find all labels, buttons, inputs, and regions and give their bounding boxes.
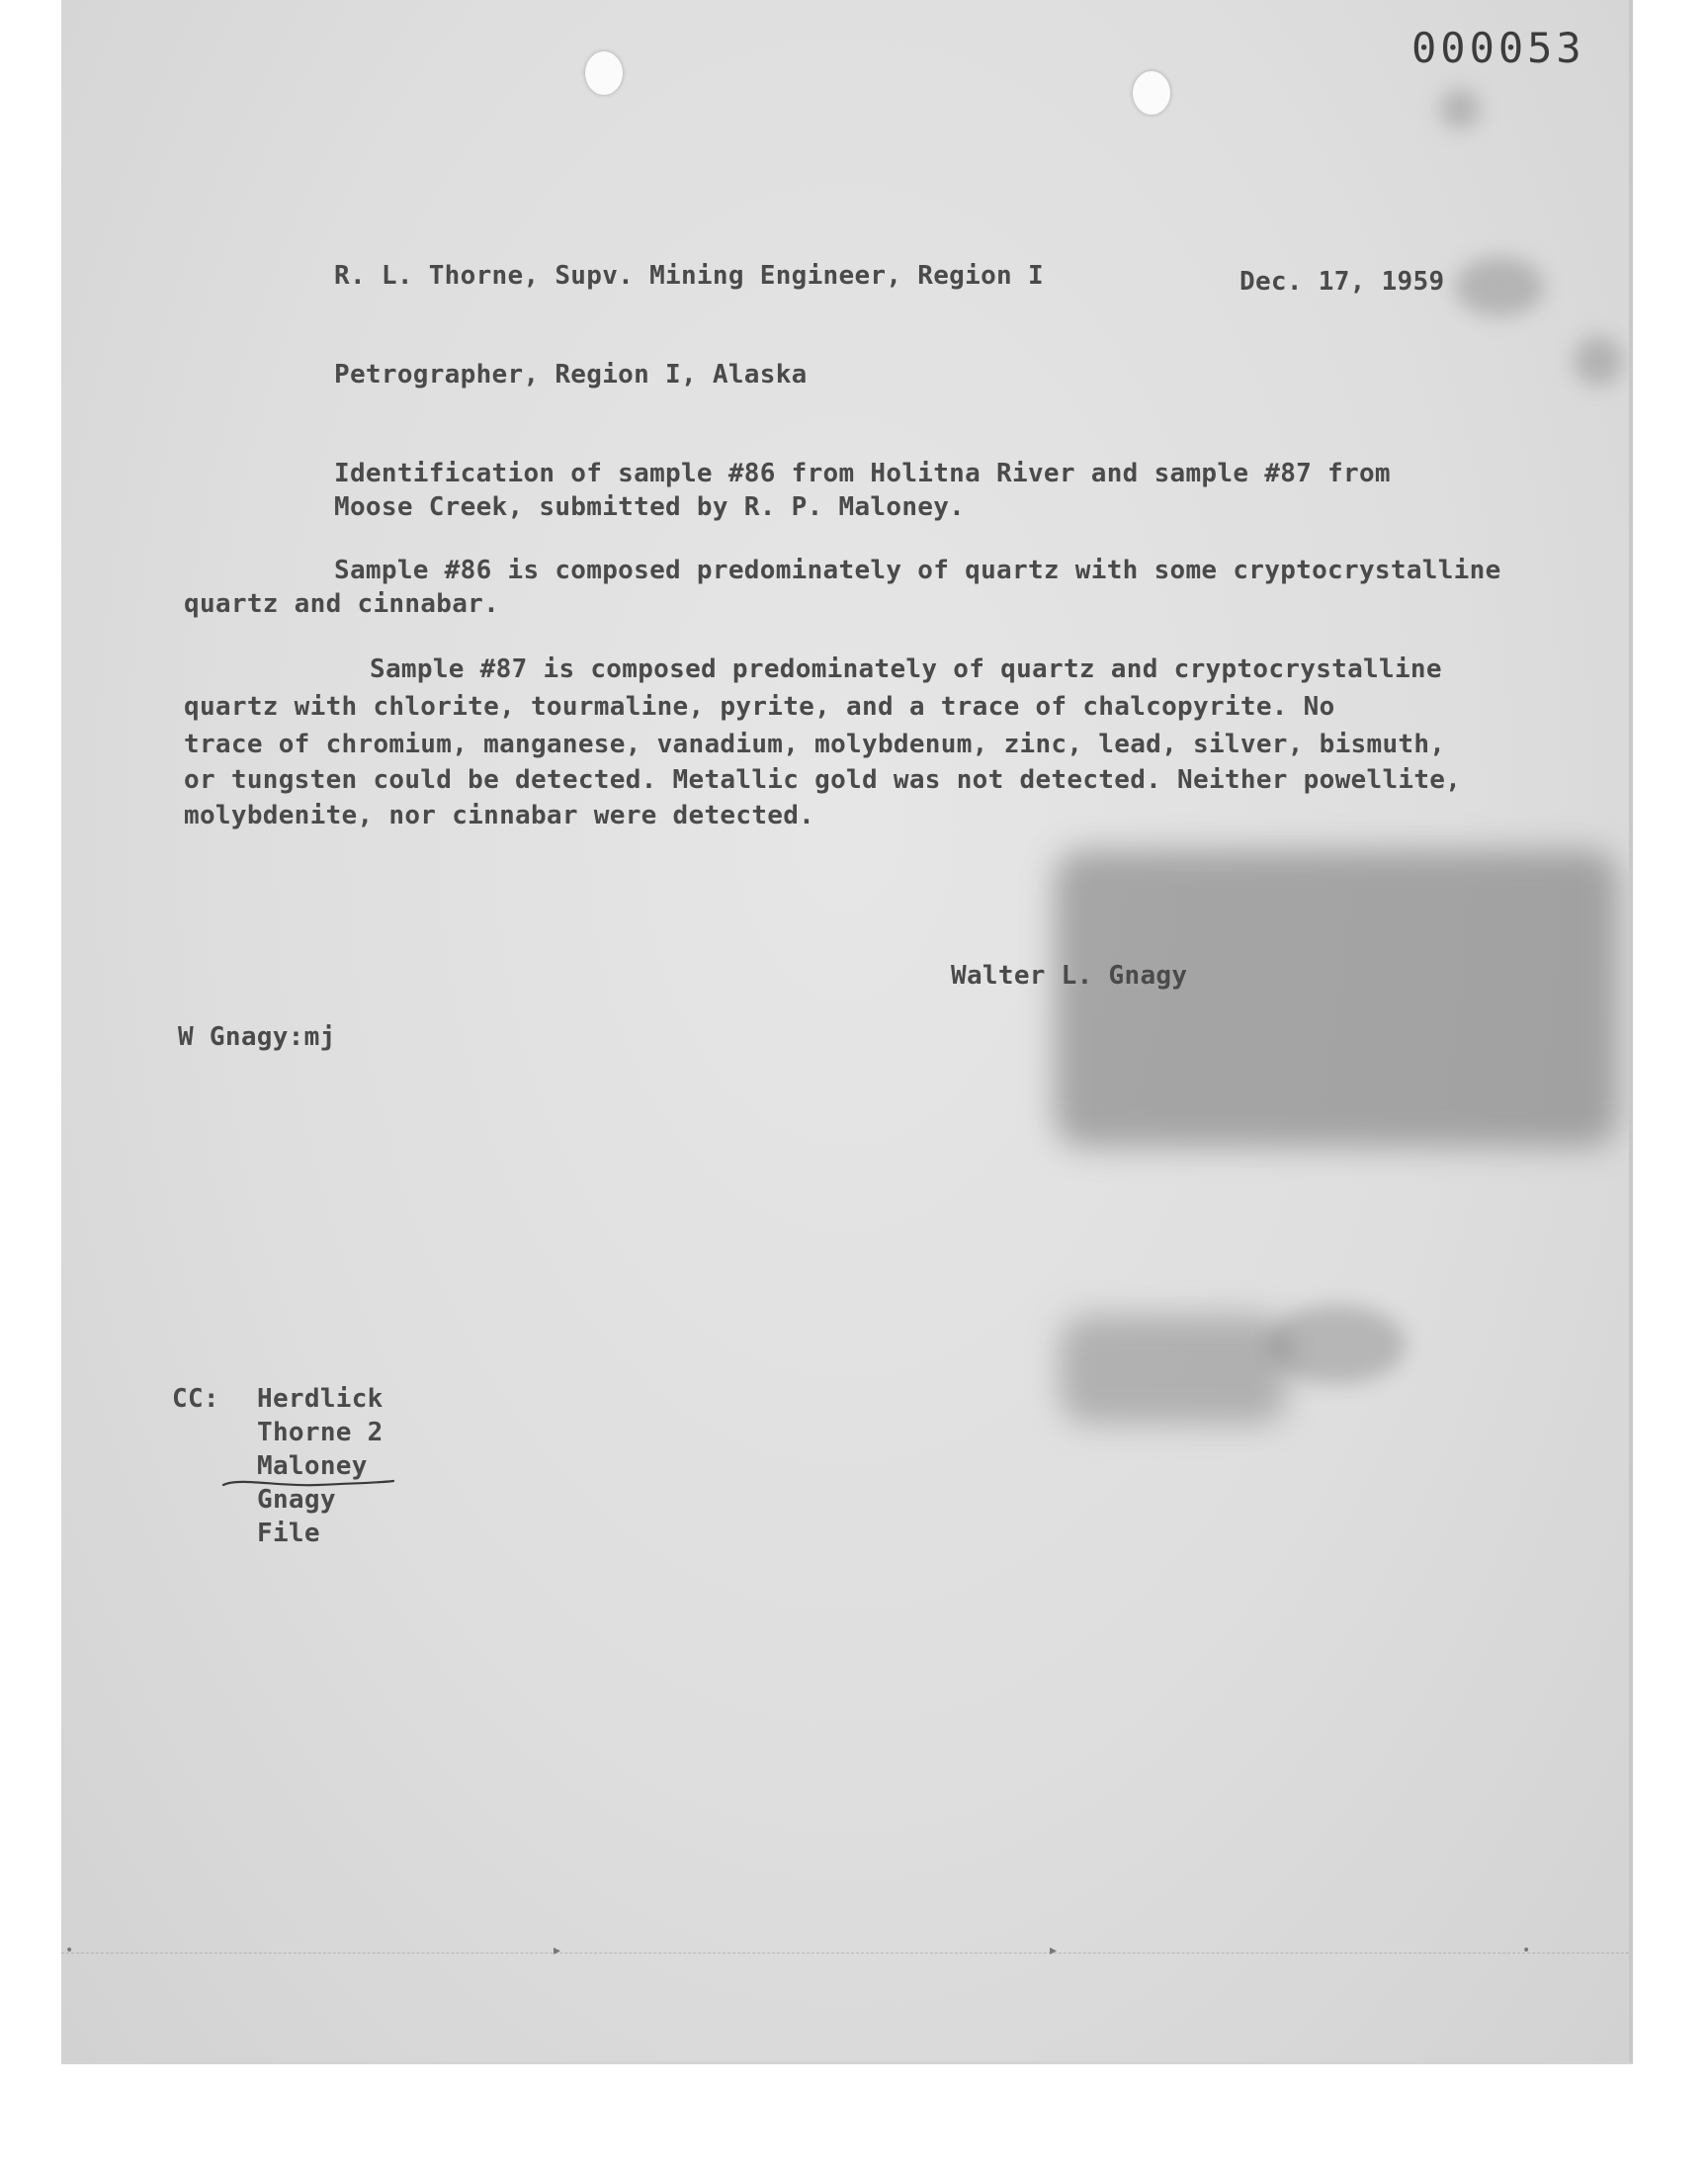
page-number-stamp: 000053 (1411, 24, 1585, 72)
cc-label: CC: (172, 1384, 219, 1414)
ink-smudge (1574, 336, 1623, 386)
ink-smudge (1440, 89, 1480, 129)
ink-smudge (1267, 1305, 1406, 1384)
paragraph-line: molybdenite, nor cinnabar were detected. (184, 801, 815, 830)
paragraph-line: Sample #87 is composed predominately of quartz and cryptocrystalline (370, 654, 1442, 684)
document-page (61, 0, 1633, 2064)
subject-line: Identification of sample #86 from Holitna River and sample #87 from (334, 459, 1391, 488)
subject-line: Moose Creek, submitted by R. P. Maloney. (334, 492, 966, 522)
cc-recipient: File (257, 1519, 320, 1548)
cc-recipient: Maloney (257, 1451, 368, 1481)
margin-mark: • (65, 1943, 74, 1958)
fold-line (61, 1953, 1629, 1954)
margin-mark: ▸ (1050, 1943, 1058, 1958)
typist-initials: W Gnagy:mj (178, 1022, 336, 1052)
memo-date: Dec. 17, 1959 (1239, 267, 1445, 297)
handwritten-underline (219, 1471, 397, 1495)
paragraph-line: or tungsten could be detected. Metallic gold was not detected. Neither powellite, (184, 765, 1462, 795)
memo-from: Petrographer, Region I, Alaska (334, 360, 808, 390)
ink-smudge (1455, 257, 1544, 316)
paragraph-line: trace of chromium, manganese, vanadium, molybdenum, zinc, lead, silver, bismuth, (184, 730, 1446, 759)
margin-mark: ▸ (554, 1943, 561, 1958)
paragraph-line: quartz with chlorite, tourmaline, pyrite, and a trace of chalcopyrite. No (184, 692, 1335, 722)
margin-mark: • (1522, 1943, 1531, 1958)
paragraph-line: Sample #86 is composed predominately of quartz with some cryptocrystalline (334, 556, 1501, 585)
punch-hole-right (1133, 71, 1170, 115)
cc-recipient: Herdlick (257, 1384, 384, 1414)
bleed-through-block (1060, 1315, 1287, 1424)
punch-hole-left (585, 51, 623, 95)
memo-to: R. L. Thorne, Supv. Mining Engineer, Region I (334, 261, 1044, 291)
cc-recipient: Thorne 2 (257, 1418, 384, 1447)
signature-name: Walter L. Gnagy (951, 961, 1188, 991)
bleed-through-block (1055, 850, 1618, 1147)
cc-recipient: Gnagy (257, 1485, 336, 1515)
paragraph-line: quartz and cinnabar. (184, 589, 500, 619)
